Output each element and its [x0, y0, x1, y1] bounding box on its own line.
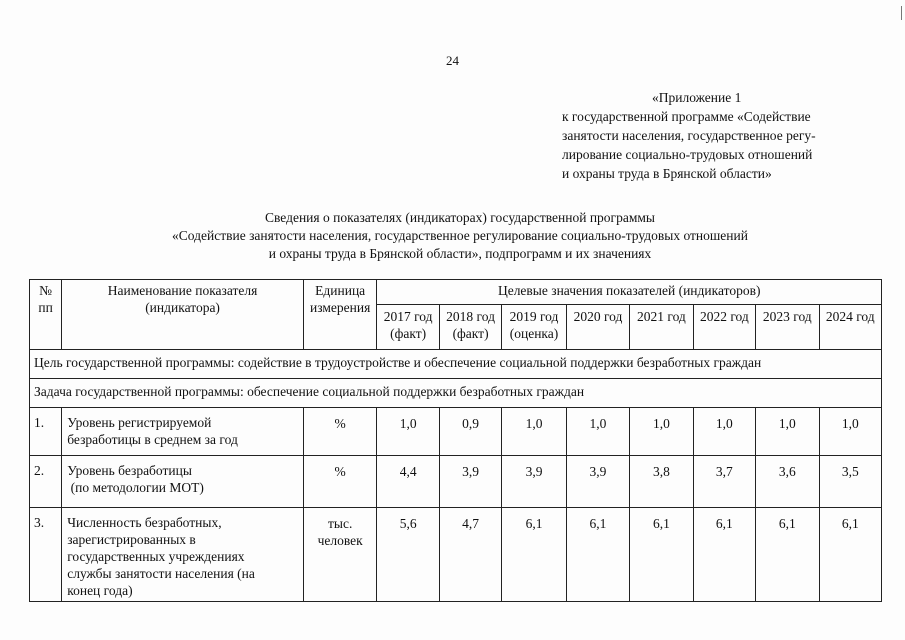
- value-cell: 3,7: [693, 456, 755, 508]
- year-label: 2017 год: [383, 309, 433, 324]
- value-cell: 1,0: [502, 408, 566, 456]
- year-label: 2019 год: [509, 309, 559, 324]
- value-cell: 6,1: [502, 508, 566, 602]
- goal-row: [30, 350, 882, 379]
- value-cell: 4,4: [377, 456, 439, 508]
- indicators-table: [29, 279, 882, 602]
- year-note: (факт): [452, 326, 489, 341]
- value-cell: 1,0: [819, 408, 882, 456]
- header-name: Наименование показателя: [107, 283, 258, 298]
- indicator-name: [62, 456, 304, 508]
- indicator-name-line: конец года): [67, 583, 133, 598]
- year-cell: [819, 305, 882, 350]
- indicator-name: [62, 408, 304, 456]
- heading-line: «Содействие занятости населения, государственное регулирование социально-трудовых отношений: [172, 228, 748, 243]
- header-targets: Целевые значения показателей (индикаторов): [377, 280, 882, 305]
- value-cell: 3,9: [439, 456, 501, 508]
- indicator-name: [62, 508, 304, 602]
- year-label: 2020 год: [573, 309, 623, 324]
- value-cell: 3,9: [566, 456, 629, 508]
- value-cell: 3,8: [630, 456, 693, 508]
- header-name-cell: [62, 280, 304, 350]
- value-cell: 6,1: [756, 508, 819, 602]
- header-unit: Единица: [315, 283, 366, 298]
- header-unit-sub: измерения: [310, 300, 371, 315]
- value-cell: 6,1: [693, 508, 755, 602]
- page-number: 24: [446, 53, 459, 68]
- value-cell: 1,0: [693, 408, 755, 456]
- document-heading: [60, 209, 860, 263]
- value-cell: 1,0: [566, 408, 629, 456]
- header-unit-cell: [303, 280, 377, 350]
- row-number: 3.: [30, 508, 62, 602]
- header-number-sub: пп: [38, 300, 53, 315]
- indicator-name-line: службы занятости населения (на: [67, 566, 255, 581]
- appendix-line: «Приложение 1: [652, 90, 742, 105]
- header-number: №: [39, 283, 53, 298]
- year-cell: [630, 305, 693, 350]
- year-cell: [439, 305, 501, 350]
- unit-line: %: [334, 416, 346, 431]
- appendix-note: [562, 88, 862, 183]
- row-number: 1.: [30, 408, 62, 456]
- year-label: 2021 год: [637, 309, 686, 324]
- value-cell: 1,0: [630, 408, 693, 456]
- unit-cell: [303, 508, 377, 602]
- header-number-cell: [30, 280, 62, 350]
- year-cell: [756, 305, 819, 350]
- unit-line: %: [334, 464, 346, 479]
- indicator-name-line: Уровень безработицы: [67, 463, 192, 478]
- year-cell: [502, 305, 566, 350]
- indicator-name-line: (по методологии МОТ): [67, 480, 204, 495]
- indicator-name-line: безработицы в среднем за год: [67, 432, 238, 447]
- value-cell: 3,6: [756, 456, 819, 508]
- value-cell: 4,7: [439, 508, 501, 602]
- year-label: 2024 год: [825, 309, 875, 324]
- year-cell: [693, 305, 755, 350]
- value-cell: 6,1: [566, 508, 629, 602]
- value-cell: 6,1: [819, 508, 882, 602]
- year-label: 2018 год: [446, 309, 495, 324]
- appendix-line: лирование социально-трудовых отношений: [562, 147, 813, 162]
- value-cell: 5,6: [377, 508, 439, 602]
- appendix-line: занятости населения, государственное регу-: [562, 128, 816, 143]
- heading-line: и охраны труда в Брянской области», подпрограмм и их значениях: [268, 246, 652, 261]
- goal-text: Цель государственной программы: содействие в трудоустройстве и обеспечение социальной поддержки безработных граждан: [30, 350, 882, 379]
- table-row: [30, 508, 882, 602]
- indicator-name-line: Уровень регистрируемой: [67, 415, 212, 430]
- table-row: [30, 456, 882, 508]
- unit-cell: [303, 408, 377, 456]
- header-row: [30, 280, 882, 305]
- task-row: [30, 379, 882, 408]
- year-cell: [377, 305, 439, 350]
- scan-edge-mark: [901, 6, 902, 20]
- unit-cell: [303, 456, 377, 508]
- appendix-line: к государственной программе «Содействие: [562, 109, 811, 124]
- table-row: [30, 408, 882, 456]
- year-cell: [566, 305, 629, 350]
- year-note: (факт): [390, 326, 427, 341]
- value-cell: 6,1: [630, 508, 693, 602]
- task-text: Задача государственной программы: обеспечение социальной поддержки безработных граждан: [30, 379, 882, 408]
- year-label: 2023 год: [762, 309, 812, 324]
- appendix-line: и охраны труда в Брянской области»: [562, 166, 772, 181]
- value-cell: 3,5: [819, 456, 882, 508]
- year-note: (оценка): [509, 326, 559, 341]
- row-number: 2.: [30, 456, 62, 508]
- value-cell: 1,0: [756, 408, 819, 456]
- indicator-name-line: Численность безработных,: [67, 515, 222, 530]
- unit-line: тыс.: [327, 516, 353, 531]
- unit-line: человек: [317, 533, 363, 548]
- indicator-name-line: государственных учреждениях: [67, 549, 245, 564]
- indicator-name-line: зарегистрированных в: [67, 532, 196, 547]
- value-cell: 1,0: [377, 408, 439, 456]
- value-cell: 0,9: [439, 408, 501, 456]
- value-cell: 3,9: [502, 456, 566, 508]
- heading-line: Сведения о показателях (индикаторах) государственной программы: [264, 210, 655, 225]
- year-label: 2022 год: [699, 309, 749, 324]
- header-name-sub: (индикатора): [145, 300, 220, 315]
